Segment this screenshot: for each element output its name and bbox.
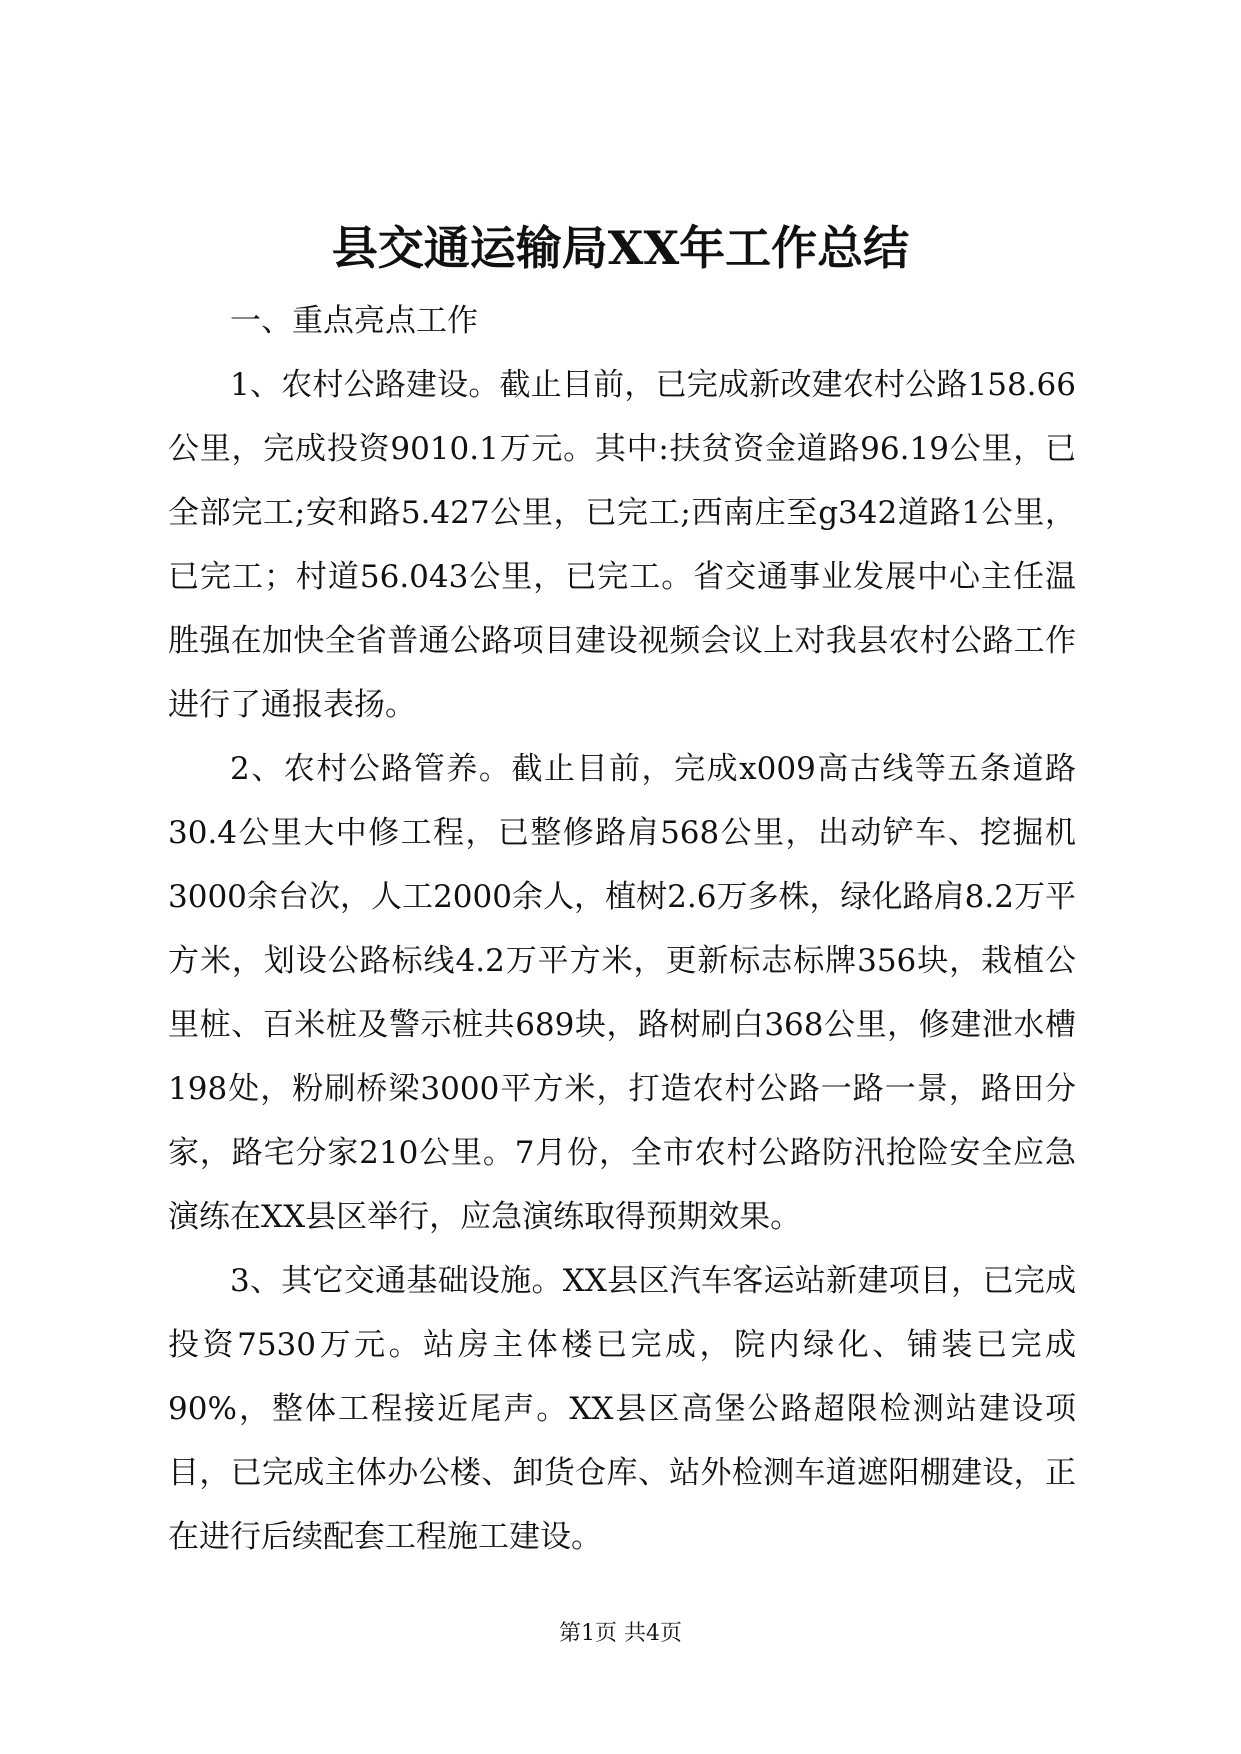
paragraph-other-infrastructure: 3、其它交通基础设施。XX县区汽车客运站新建项目，已完成投资7530万元。站房主体楼已完成，院内绿化、铺装已完成90%，整体工程接近尾声。XX县区高堡公路超限检测站建设项目，已完成主体办公楼、卸货仓库、站外检测车道遮阳棚建设，正在进行后续配套工程施工建设。	[168, 1263, 1076, 1555]
page-footer: 第1页 共4页	[559, 1621, 682, 1646]
paragraph-rural-road-construction: 1、农村公路建设。截止目前，已完成新改建农村公路158.66公里，完成投资9010.1万元。其中:扶贫资金道路96.19公里，已全部完工;安和路5.427公里，已完工;西南庄至g342道路1公里，已完工；村道56.043公里，已完工。省交通事业发展中心主任温胜强在加快全省普通公路项目建设视频会议上对我县农村公路工作进行了通报表扬。	[168, 367, 1076, 723]
paragraph-rural-road-maintenance: 2、农村公路管养。截止目前，完成x009高古线等五条道路30.4公里大中修工程，已整修路肩568公里，出动铲车、挖掘机3000余台次，人工2000余人，植树2.6万多株，绿化路肩8.2万平方米，划设公路标线4.2万平方米，更新标志标牌356块，栽植公里桩、百米桩及警示桩共689块，路树刷白368公里，修建泄水槽198处，粉刷桥梁3000平方米，打造农村公路一路一景，路田分家，路宅分家210公里。7月份，全市农村公路防汛抢险安全应急演练在XX县区举行，应急演练取得预期效果。	[168, 751, 1076, 1235]
document-body	[168, 289, 1076, 1569]
document-title: 县交通运输局XX年工作总结	[331, 221, 910, 275]
section-heading: 一、重点亮点工作	[230, 303, 478, 339]
